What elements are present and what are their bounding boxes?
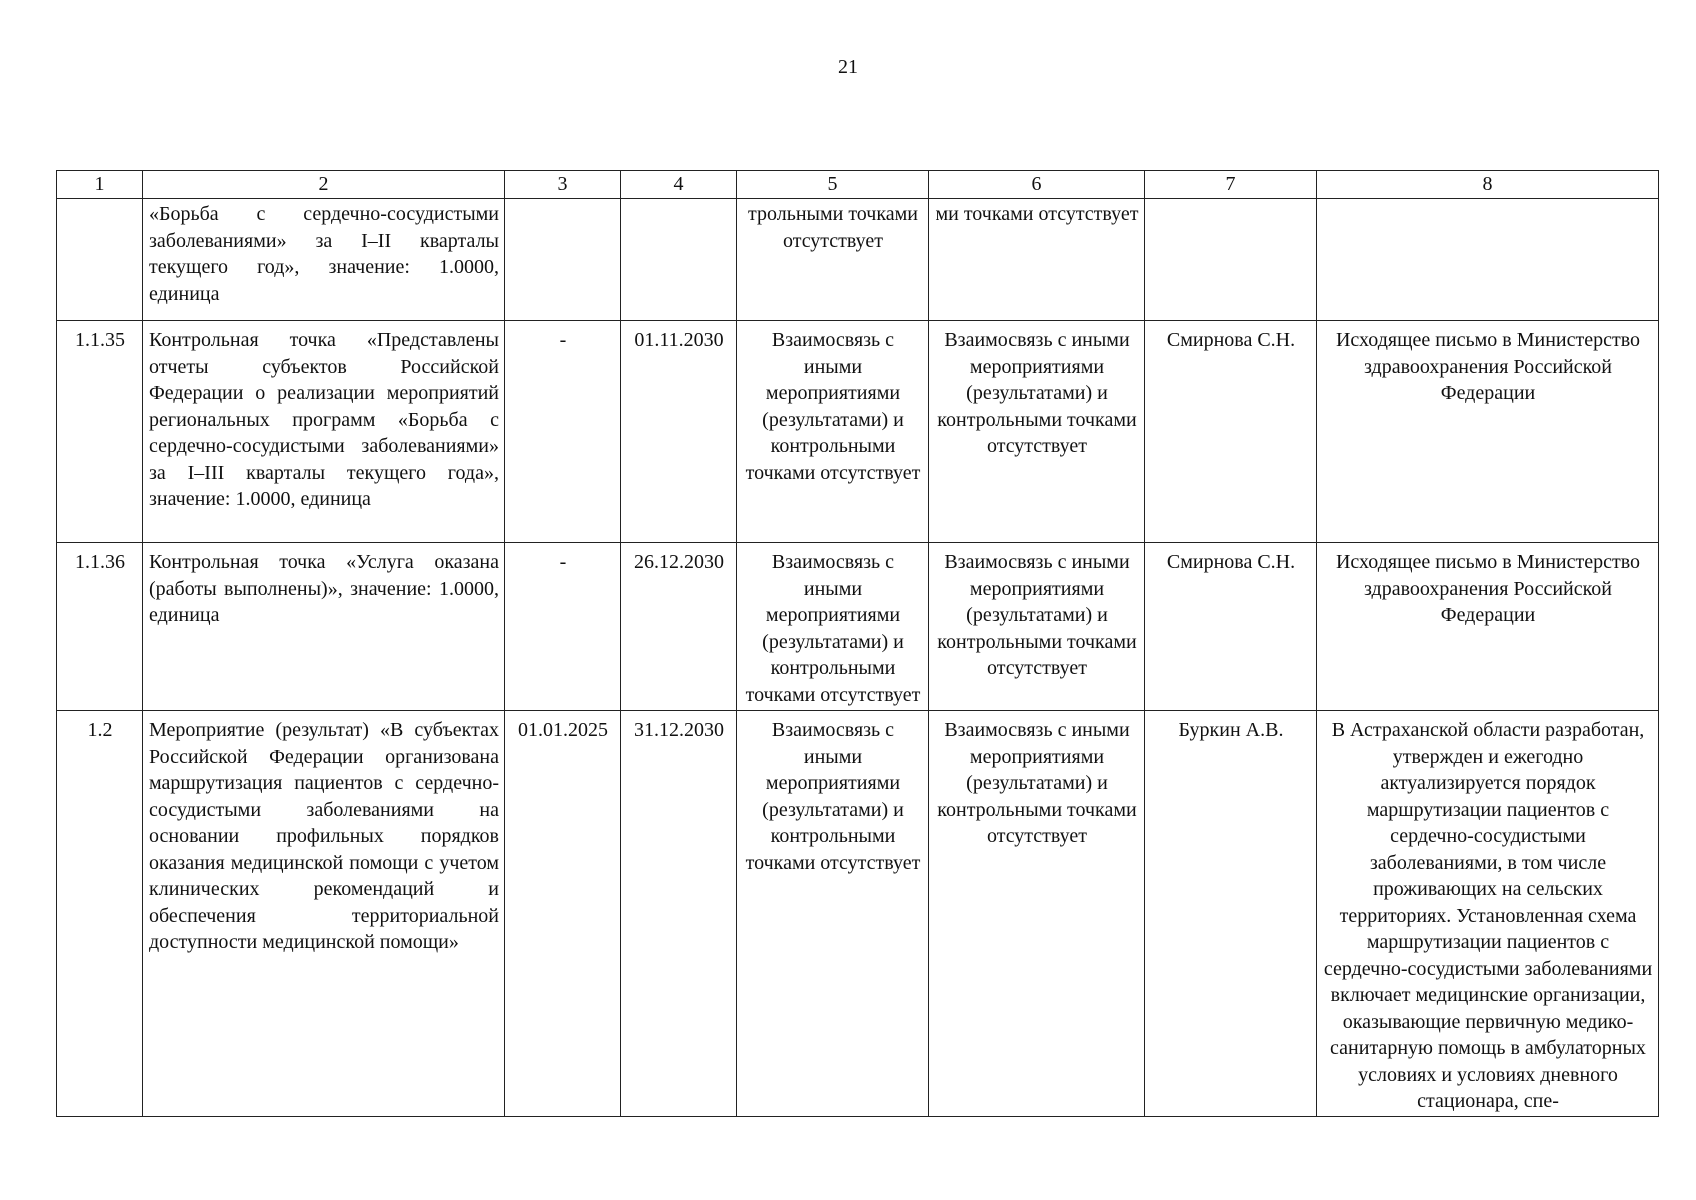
end-date: 31.12.2030 xyxy=(621,711,737,1117)
link-next: Взаимосвязь с иными мероприятиями (результатами) и контрольными точками отсутствует xyxy=(929,711,1145,1117)
header-cell-8: 8 xyxy=(1317,171,1659,199)
activity-name: Контрольная точка «Представлены отчеты субъектов Российской Федерации о реализации мероприятий региональных программ «Борьба с сердечно-сосудистыми заболеваниями» за I–III кварталы текущего года», значение: 1.0000, единица xyxy=(143,321,505,543)
responsible: Буркин А.В. xyxy=(1145,711,1317,1117)
result-type xyxy=(1317,199,1659,321)
responsible xyxy=(1145,199,1317,321)
table-row xyxy=(57,199,1659,321)
start-date: - xyxy=(505,321,621,543)
row-number xyxy=(57,199,143,321)
start-date xyxy=(505,199,621,321)
header-cell-3: 3 xyxy=(505,171,621,199)
table-row xyxy=(57,321,1659,543)
result-type: Исходящее письмо в Министерство здравоохранения Российской Федерации xyxy=(1317,543,1659,711)
start-date: - xyxy=(505,543,621,711)
row-number: 1.1.36 xyxy=(57,543,143,711)
link-previous: Взаимосвязь с иными мероприятиями (результатами) и контрольными точками отсутствует xyxy=(737,711,929,1117)
table-row xyxy=(57,543,1659,711)
header-row xyxy=(57,171,1659,199)
result-type: В Астраханской области разработан, утвержден и ежегодно актуализируется порядок маршрутизации пациентов с сердечно-сосудистыми заболеваниями, в том числе проживающих на сельских территориях. Установленная схема маршрутизации пациентов с сердечно-сосудистыми заболеваниями включает медицинские организации, оказывающие первичную медико-санитарную помощь в амбулаторных условиях и условиях дневного стационара, спе- xyxy=(1317,711,1659,1117)
link-next: Взаимосвязь с иными мероприятиями (результатами) и контрольными точками отсутствует xyxy=(929,321,1145,543)
link-previous: трольными точками отсутствует xyxy=(737,199,929,321)
header-cell-7: 7 xyxy=(1145,171,1317,199)
responsible: Смирнова С.Н. xyxy=(1145,321,1317,543)
result-type: Исходящее письмо в Министерство здравоохранения Российской Федерации xyxy=(1317,321,1659,543)
end-date xyxy=(621,199,737,321)
row-number: 1.2 xyxy=(57,711,143,1117)
link-previous: Взаимосвязь с иными мероприятиями (результатами) и контрольными точками отсутствует xyxy=(737,321,929,543)
link-previous: Взаимосвязь с иными мероприятиями (результатами) и контрольными точками отсутствует xyxy=(737,543,929,711)
activities-table xyxy=(56,170,1659,1117)
header-cell-5: 5 xyxy=(737,171,929,199)
link-next: Взаимосвязь с иными мероприятиями (результатами) и контрольными точками отсутствует xyxy=(929,543,1145,711)
row-number: 1.1.35 xyxy=(57,321,143,543)
page-number: 21 xyxy=(838,56,858,78)
end-date: 26.12.2030 xyxy=(621,543,737,711)
responsible: Смирнова С.Н. xyxy=(1145,543,1317,711)
table-row xyxy=(57,711,1659,1117)
link-next: ми точками отсутствует xyxy=(929,199,1145,321)
end-date: 01.11.2030 xyxy=(621,321,737,543)
header-cell-6: 6 xyxy=(929,171,1145,199)
activity-name: Контрольная точка «Услуга оказана (работы выполнены)», значение: 1.0000, единица xyxy=(143,543,505,711)
activity-name: Мероприятие (результат) «В субъектах Российской Федерации организована маршрутизация пациентов с сердечно-сосудистыми заболеваниями на основании профильных порядков оказания медицинской помощи с учетом клинических рекомендаций и обеспечения территориальной доступности медицинской помощи» xyxy=(143,711,505,1117)
header-cell-4: 4 xyxy=(621,171,737,199)
header-cell-1: 1 xyxy=(57,171,143,199)
header-cell-2: 2 xyxy=(143,171,505,199)
activity-name: «Борьба с сердечно-сосудистыми заболеваниями» за I–II кварталы текущего год», значение: 1.0000, единица xyxy=(143,199,505,321)
start-date: 01.01.2025 xyxy=(505,711,621,1117)
